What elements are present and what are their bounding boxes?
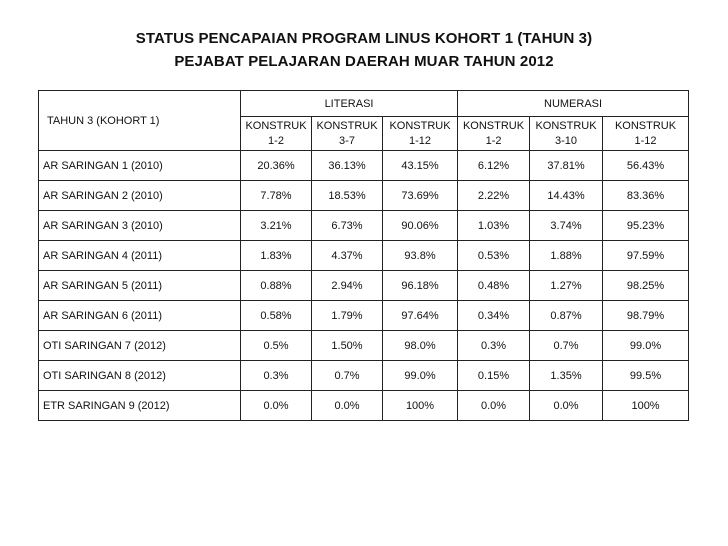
table-row <box>39 151 689 181</box>
value-cell: 37.81% <box>530 151 603 181</box>
value-cell: 83.36% <box>603 181 689 211</box>
value-cell: 0.88% <box>241 271 312 301</box>
value-cell: 93.8% <box>383 241 458 271</box>
value-cell: 0.53% <box>458 241 530 271</box>
row-label: AR SARINGAN 3 (2010) <box>39 211 241 241</box>
value-cell: 1.27% <box>530 271 603 301</box>
subheader-title: KONSTRUK <box>389 119 451 132</box>
subheader-4 <box>530 117 603 151</box>
value-cell: 0.3% <box>458 331 530 361</box>
subheader-range: 1-2 <box>268 134 284 147</box>
subheader-2 <box>383 117 458 151</box>
value-cell: 18.53% <box>312 181 383 211</box>
table-row <box>39 391 689 421</box>
value-cell: 20.36% <box>241 151 312 181</box>
value-cell: 1.03% <box>458 211 530 241</box>
value-cell: 3.21% <box>241 211 312 241</box>
value-cell: 0.0% <box>241 391 312 421</box>
title-line-1: STATUS PENCAPAIAN PROGRAM LINUS KOHORT 1 (TAHUN 3) <box>135 30 593 47</box>
value-cell: 1.79% <box>312 301 383 331</box>
corner-header: TAHUN 3 (KOHORT 1) <box>39 91 241 151</box>
value-cell: 6.12% <box>458 151 530 181</box>
table-row <box>39 211 689 241</box>
value-cell: 7.78% <box>241 181 312 211</box>
value-cell: 90.06% <box>383 211 458 241</box>
value-cell: 36.13% <box>312 151 383 181</box>
value-cell: 1.50% <box>312 331 383 361</box>
subheader-range: 1-2 <box>485 134 502 147</box>
linus-results-table <box>38 90 689 421</box>
value-cell: 2.94% <box>312 271 383 301</box>
value-cell: 0.0% <box>458 391 530 421</box>
row-label: OTI SARINGAN 7 (2012) <box>39 331 241 361</box>
value-cell: 98.79% <box>603 301 689 331</box>
subheader-title: KONSTRUK <box>535 119 597 132</box>
value-cell: 1.88% <box>530 241 603 271</box>
value-cell: 98.0% <box>383 331 458 361</box>
value-cell: 73.69% <box>383 181 458 211</box>
value-cell: 56.43% <box>603 151 689 181</box>
value-cell: 1.35% <box>530 361 603 391</box>
table-row <box>39 361 689 391</box>
subheader-range: 1-12 <box>409 134 432 147</box>
subheader-0 <box>241 117 312 151</box>
value-cell: 96.18% <box>383 271 458 301</box>
subheader-title: KONSTRUK <box>245 119 307 132</box>
value-cell: 0.3% <box>241 361 312 391</box>
value-cell: 99.5% <box>603 361 689 391</box>
title-line-2: PEJABAT PELAJARAN DAERAH MUAR TAHUN 2012 <box>174 53 554 70</box>
row-label: AR SARINGAN 1 (2010) <box>39 151 241 181</box>
value-cell: 100% <box>383 391 458 421</box>
value-cell: 3.74% <box>530 211 603 241</box>
table-row <box>39 181 689 211</box>
value-cell: 0.15% <box>458 361 530 391</box>
value-cell: 100% <box>603 391 689 421</box>
table-row <box>39 301 689 331</box>
row-label: AR SARINGAN 2 (2010) <box>39 181 241 211</box>
value-cell: 4.37% <box>312 241 383 271</box>
value-cell: 99.0% <box>383 361 458 391</box>
row-label: AR SARINGAN 6 (2011) <box>39 301 241 331</box>
value-cell: 0.87% <box>530 301 603 331</box>
value-cell: 0.7% <box>530 331 603 361</box>
group-header-numerasi: NUMERASI <box>458 91 689 117</box>
subheader-title: KONSTRUK <box>614 119 677 132</box>
subheader-title: KONSTRUK <box>316 119 378 132</box>
value-cell: 97.64% <box>383 301 458 331</box>
value-cell: 43.15% <box>383 151 458 181</box>
subheader-3 <box>458 117 530 151</box>
row-label: OTI SARINGAN 8 (2012) <box>39 361 241 391</box>
value-cell: 1.83% <box>241 241 312 271</box>
row-label: ETR SARINGAN 9 (2012) <box>39 391 241 421</box>
value-cell: 95.23% <box>603 211 689 241</box>
value-cell: 0.0% <box>312 391 383 421</box>
table-row <box>39 331 689 361</box>
value-cell: 0.7% <box>312 361 383 391</box>
value-cell: 0.34% <box>458 301 530 331</box>
value-cell: 0.58% <box>241 301 312 331</box>
subheader-title: KONSTRUK <box>462 119 525 132</box>
value-cell: 0.48% <box>458 271 530 301</box>
value-cell: 97.59% <box>603 241 689 271</box>
group-header-literasi: LITERASI <box>241 91 458 117</box>
subheader-1 <box>312 117 383 151</box>
value-cell: 0.0% <box>530 391 603 421</box>
subheader-range: 1-12 <box>634 134 657 147</box>
subheader-5 <box>603 117 689 151</box>
value-cell: 0.5% <box>241 331 312 361</box>
value-cell: 2.22% <box>458 181 530 211</box>
table-row <box>39 271 689 301</box>
subheader-range: 3-7 <box>339 134 355 147</box>
subheader-range: 3-10 <box>555 134 578 147</box>
row-label: AR SARINGAN 5 (2011) <box>39 271 241 301</box>
value-cell: 98.25% <box>603 271 689 301</box>
value-cell: 14.43% <box>530 181 603 211</box>
row-label: AR SARINGAN 4 (2011) <box>39 241 241 271</box>
value-cell: 99.0% <box>603 331 689 361</box>
table-row <box>39 241 689 271</box>
value-cell: 6.73% <box>312 211 383 241</box>
